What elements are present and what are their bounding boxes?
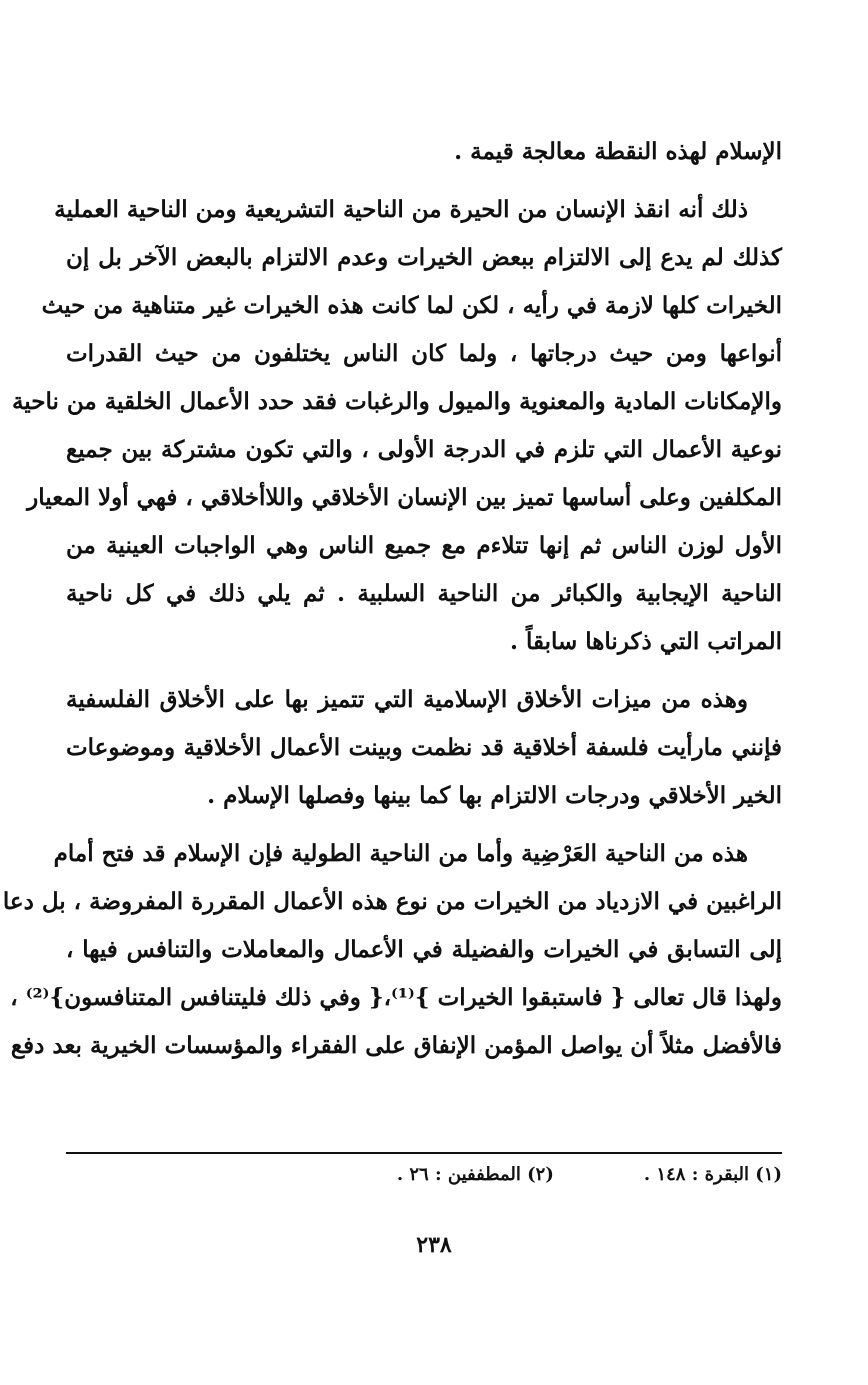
text-line: المكلفين وعلى أساسها تميز بين الإنسان الأخلاقي واللاأخلاقي ، فهي أولا المعيار <box>27 484 782 511</box>
footnote-divider <box>66 1152 782 1154</box>
footnote-1: (١) البقرة : ١٤٨ . <box>643 1164 782 1185</box>
text-line: وهذه من ميزات الأخلاق الإسلامية التي تتميز بها على الأخلاق الفلسفية <box>66 686 748 713</box>
text-line: المراتب التي ذكرناها سابقاً . <box>509 628 782 655</box>
text-line: فالأفضل مثلاً أن يواصل المؤمن الإنفاق على الفقراء والمؤسسات الخيرية بعد دفع <box>10 1032 782 1059</box>
text-line: نوعية الأعمال التي تلزم في الدرجة الأولى ، والتي تكون مشتركة بين جميع <box>66 436 782 463</box>
text-line: الإسلام لهذه النقطة معالجة قيمة . <box>454 138 782 165</box>
text-line: ذلك أنه انقذ الإنسان من الحيرة من الناحية التشريعية ومن الناحية العملية <box>54 196 748 223</box>
text-line: الناحية الإيجابية والكبائر من الناحية السلبية . ثم يلي ذلك في كل ناحية <box>66 580 782 607</box>
text-line: الخير الأخلاقي ودرجات الالتزام بها كما بينها وفصلها الإسلام . <box>207 782 782 809</box>
text-line: هذه من الناحية العَرْضِية وأما من الناحية الطولية فإن الإسلام قد فتح أمام <box>53 840 748 867</box>
text-line: إلى التسابق في الخيرات والفضيلة في الأعمال والمعاملات والتنافس فيها ، <box>66 936 782 963</box>
paragraph <box>2 830 782 1070</box>
page-number: ٢٣٨ <box>416 1232 452 1258</box>
paragraph <box>66 676 782 820</box>
text-line: الراغبين في الازدياد من الخيرات من نوع هذه الأعمال المقررة المفروضة ، بل دعا <box>2 888 782 915</box>
text-line: الأول لوزن الناس ثم إنها تتلاءم مع جميع الناس وهي الواجبات العينية من <box>66 532 782 559</box>
footnote-2: (٢) المطففين : ٢٦ . <box>396 1164 554 1185</box>
footnotes <box>66 1160 782 1190</box>
body-text <box>2 128 782 1080</box>
text-line: كذلك لم يدع إلى الالتزام ببعض الخيرات وعدم الالتزام بالبعض الآخر بل إن <box>66 244 782 271</box>
text-line: ولهذا قال تعالى { فاستبقوا الخيرات }⁽¹⁾،{ وفي ذلك فليتنافس المتنافسون}⁽²⁾ ، <box>10 984 782 1011</box>
text-line: فإنني مارأيت فلسفة أخلاقية قد نظمت وبينت الأعمال الأخلاقية وموضوعات <box>66 734 782 761</box>
paragraph <box>11 186 782 666</box>
text-line: أنواعها ومن حيث درجاتها ، ولما كان الناس يختلفون من حيث القدرات <box>66 340 782 367</box>
paragraph <box>66 128 782 176</box>
text-line: والإمكانات المادية والمعنوية والميول والرغبات فقد حدد الأعمال الخلقية من ناحية <box>11 388 782 415</box>
text-line: الخيرات كلها لازمة في رأيه ، لكن لما كانت هذه الخيرات غير متناهية من حيث <box>41 292 782 319</box>
